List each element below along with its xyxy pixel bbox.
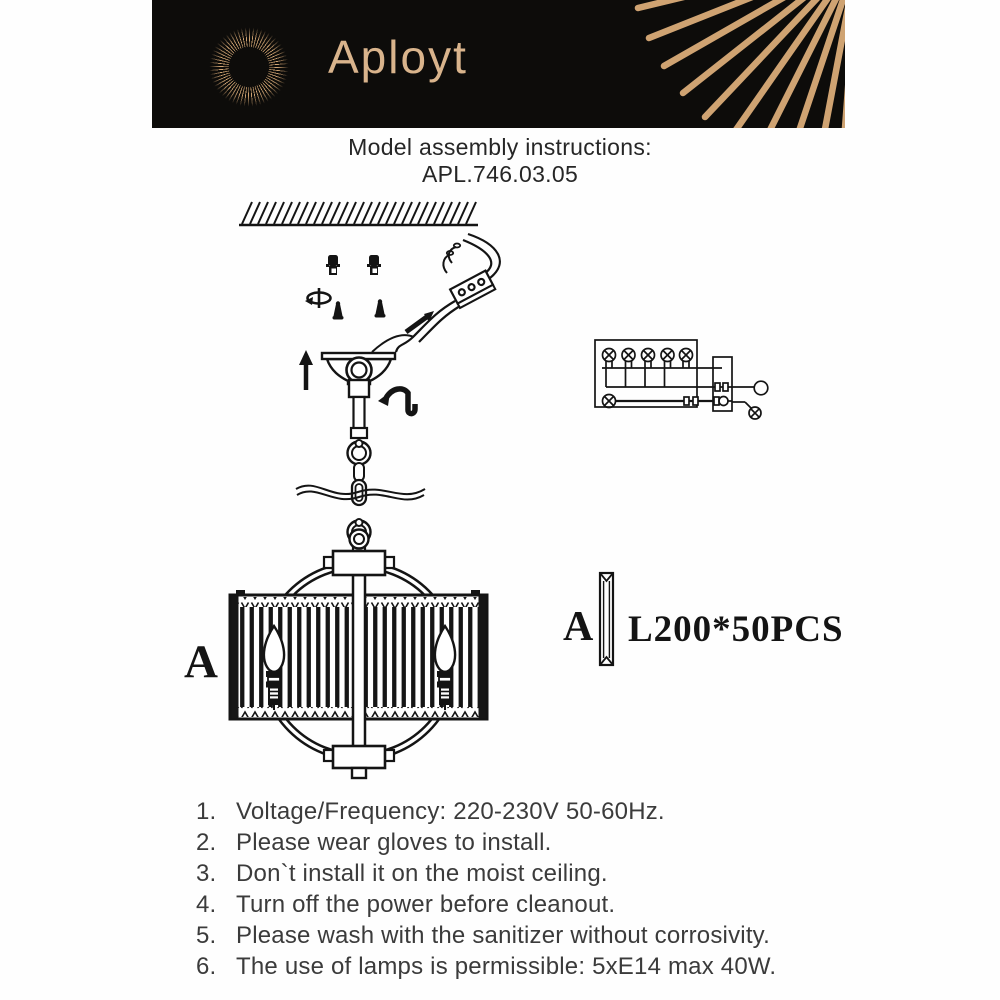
hook-icon	[378, 389, 415, 414]
instruction-list	[196, 796, 896, 982]
page-title-line1: Model assembly instructions:	[348, 134, 652, 160]
page-title	[0, 134, 1000, 188]
model-number: APL.746.03.05	[421, 161, 579, 187]
instruction-number: 1.	[196, 798, 217, 825]
brand-name: Aployt	[328, 31, 468, 83]
instruction-number: 6.	[196, 953, 217, 980]
instruction-number: 3.	[196, 860, 217, 887]
screw-icon	[333, 301, 344, 319]
instruction-text: Don`t install it on the moist ceiling.	[236, 860, 608, 887]
instruction-item	[196, 827, 896, 858]
instruction-item	[196, 796, 896, 827]
rotate-icon	[305, 288, 331, 308]
assembly-diagram	[150, 190, 850, 790]
instruction-number: 2.	[196, 829, 217, 856]
part-label: A	[184, 636, 218, 688]
legend-spec: L200*50PCS	[628, 609, 844, 650]
wall-anchor-icon	[326, 255, 340, 275]
instruction-text: The use of lamps is permissible: 5xE14 max 40W.	[236, 953, 777, 980]
crystal-legend	[563, 573, 844, 665]
ceiling-hatch	[239, 202, 478, 225]
instruction-text: Please wear gloves to install.	[236, 829, 552, 856]
instruction-number: 5.	[196, 922, 217, 949]
corner-rays-icon	[152, 0, 845, 128]
instruction-item	[196, 920, 896, 951]
brand-banner	[152, 0, 845, 128]
wiring-diagram	[595, 340, 768, 419]
chandelier-body	[230, 530, 487, 779]
instruction-item	[196, 889, 896, 920]
mount-arrow-icon	[299, 350, 313, 390]
instruction-text: Please wash with the sanitizer without corrosivity.	[236, 922, 770, 949]
instruction-text: Turn off the power before cleanout.	[236, 891, 616, 918]
power-wire-terminal	[396, 234, 500, 352]
instruction-text: Voltage/Frequency: 220-230V 50-60Hz.	[236, 798, 665, 825]
crystal-rod-icon	[600, 573, 613, 665]
instruction-item	[196, 858, 896, 889]
instruction-item	[196, 951, 896, 982]
legend-label: A	[563, 604, 594, 650]
instruction-number: 4.	[196, 891, 217, 918]
screw-icon	[375, 299, 386, 317]
wall-anchor-icon	[367, 255, 381, 275]
